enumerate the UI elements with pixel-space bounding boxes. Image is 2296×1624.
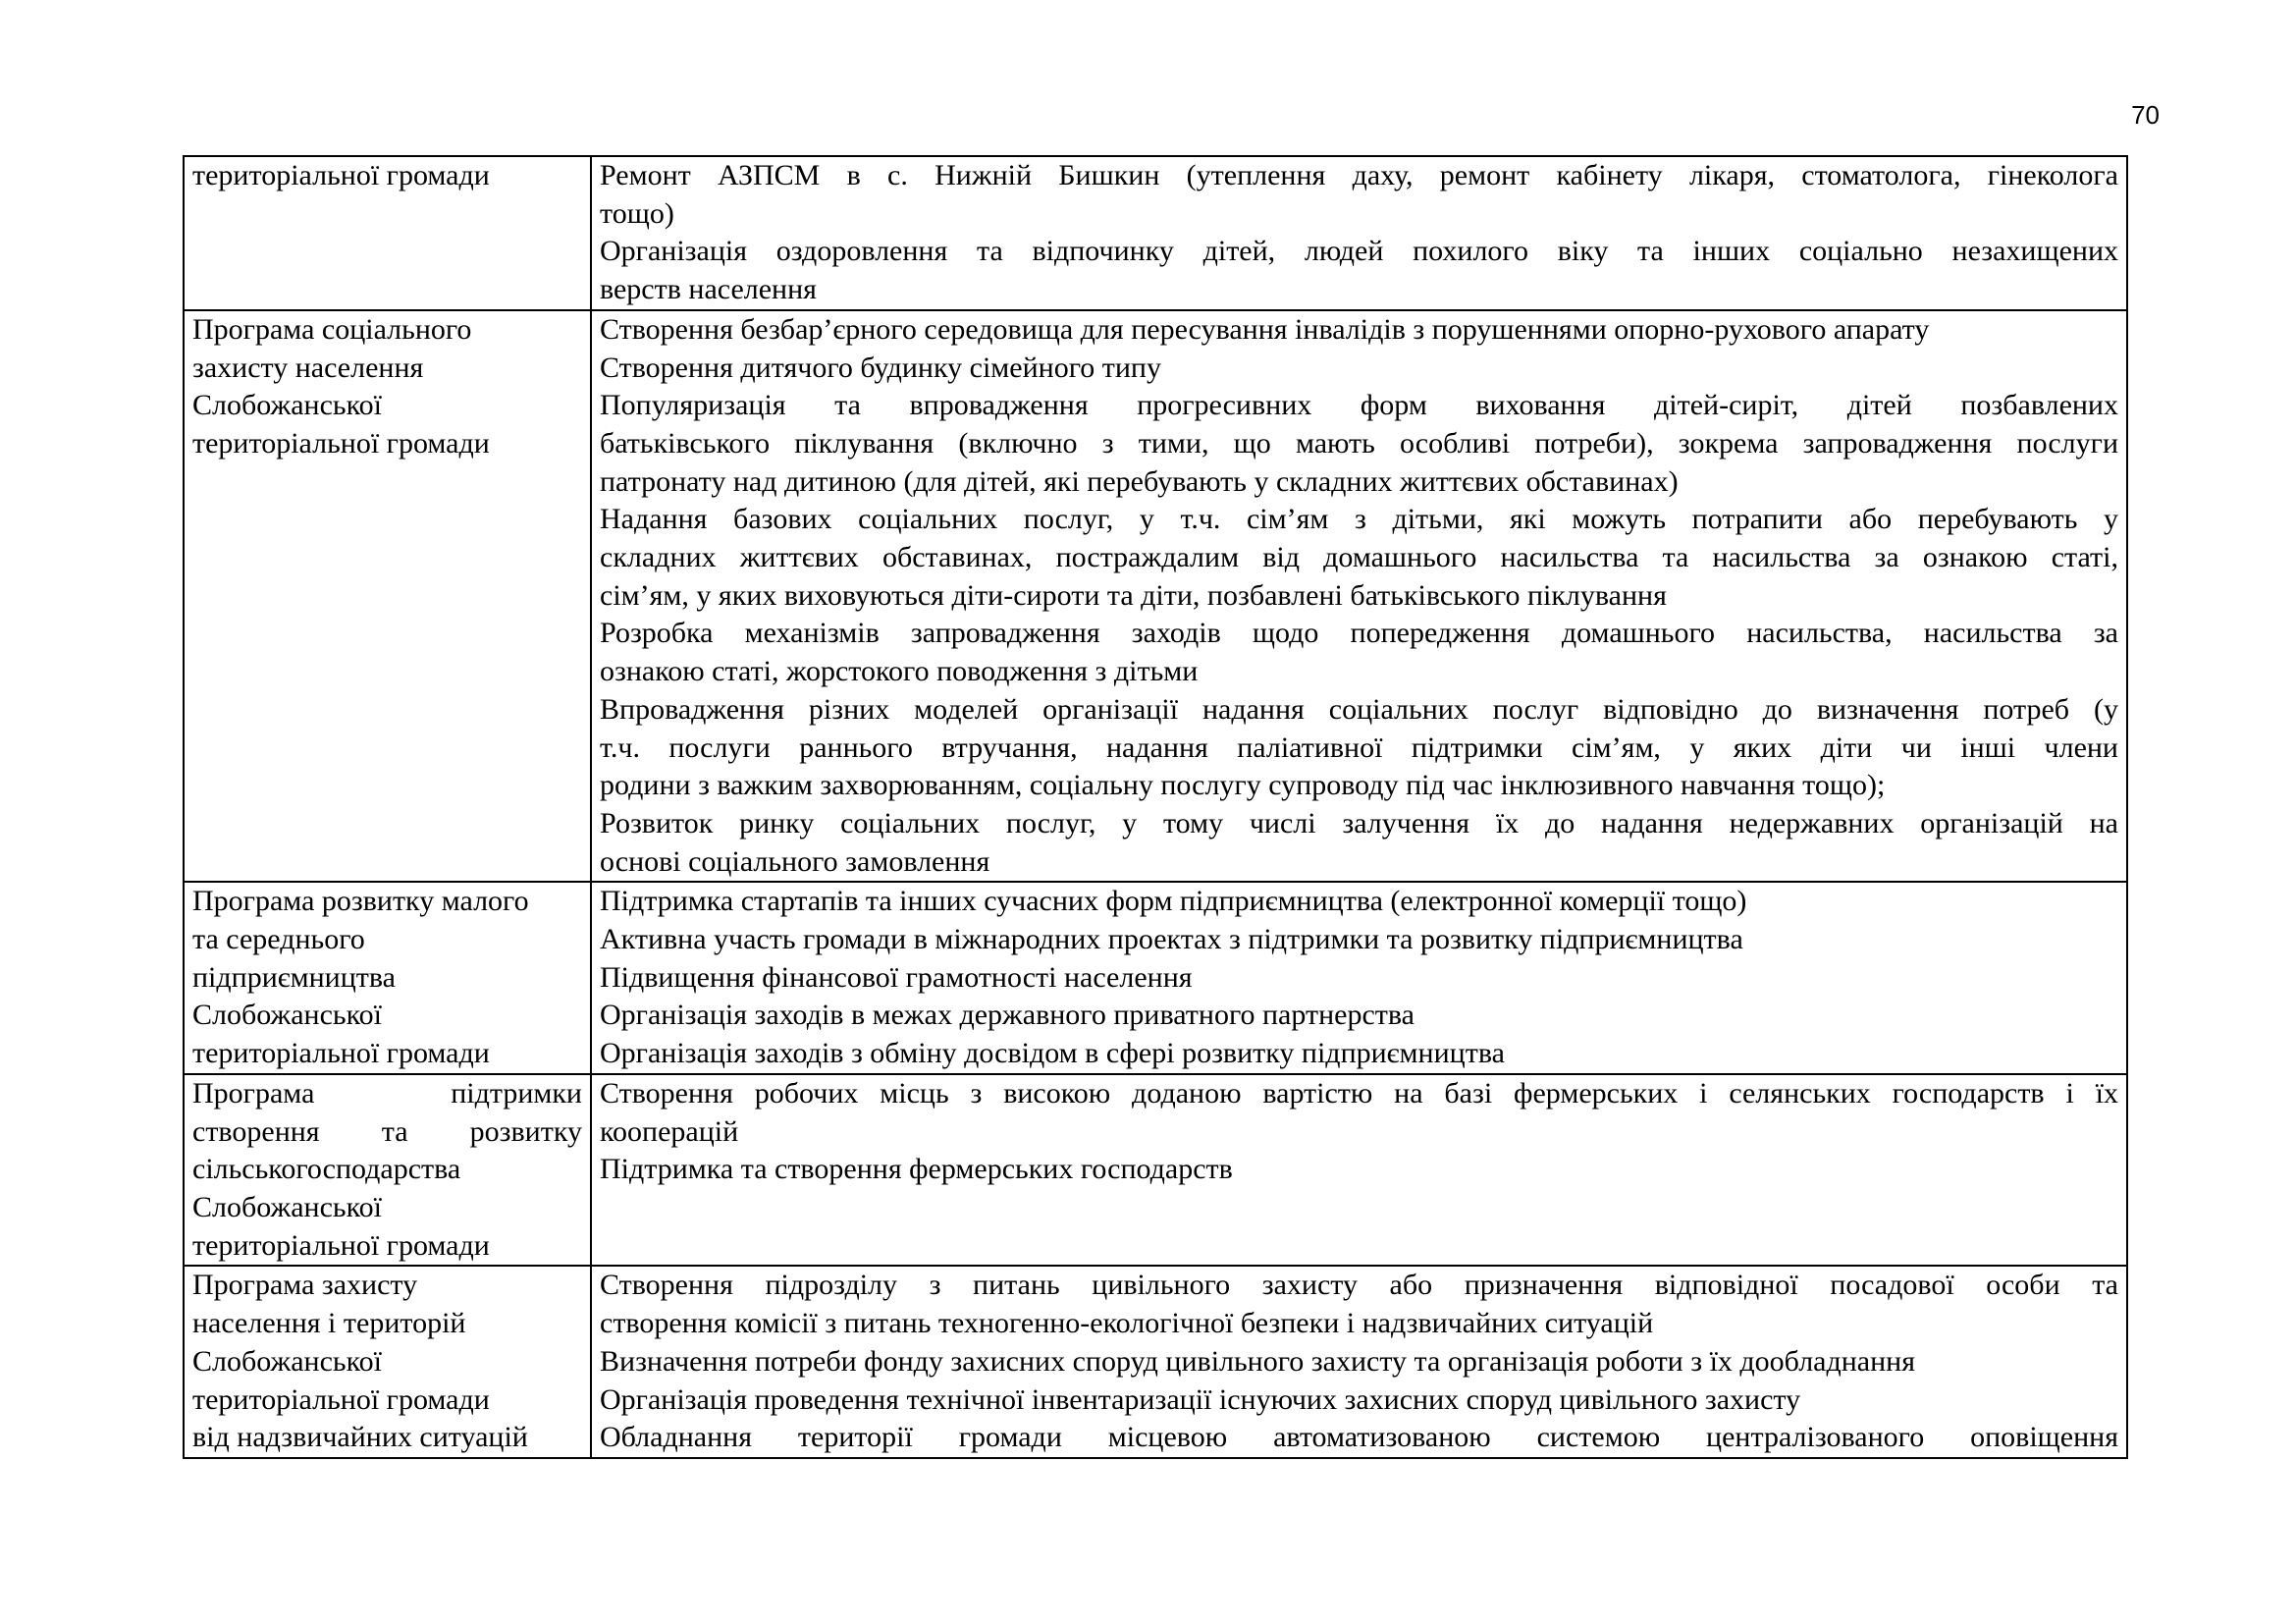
measure-line: Створення безбар’єрного середовища для пересування інвалідів з порушеннями опорно-рухового апарату <box>600 312 1930 346</box>
program-line: Програма підтримки <box>192 1076 582 1110</box>
measure-line: Обладнання території громади місцевою автоматизованою системою централізованого оповіщення <box>600 1421 2118 1454</box>
measure-line: кооперацій <box>600 1114 739 1148</box>
measure-line: Підтримка та створення фермерських господарств <box>600 1153 1233 1186</box>
measure-line: ознакою статі, жорстокого поводження з дітьми <box>600 655 1199 688</box>
program-line: сільськогосподарства <box>192 1153 461 1186</box>
program-cell <box>184 1074 591 1267</box>
program-line: Програма захисту <box>192 1269 418 1302</box>
measure-line: Створення дитячого будинку сімейного типу <box>600 351 1161 384</box>
measure-line: Ремонт АЗПСМ в с. Нижній Бишкин (утеплення даху, ремонт кабінету лікаря, стоматолога, гінеколога <box>600 159 2118 191</box>
table-row <box>184 310 2127 883</box>
program-line: створення та розвитку <box>192 1114 582 1148</box>
program-line: населення і територій <box>192 1307 466 1340</box>
program-line: підприємництва <box>192 960 396 994</box>
measure-line: т.ч. послуги раннього втручання, надання паліативної підтримки сім’ям, у яких діти чи інші члени <box>600 731 2118 764</box>
measure-line: Визначення потреби фонду захисних споруд цивільного захисту та організація роботи з їх дообладнання <box>600 1344 1916 1378</box>
measure-line: Створення підрозділу з питань цивільного захисту або призначення відповідної посадової особи та <box>600 1269 2118 1302</box>
program-line: Слобожанської <box>192 1344 382 1378</box>
program-line: та середнього <box>192 923 365 956</box>
measures-cell <box>591 1266 2127 1458</box>
measure-line: тощо) <box>600 196 674 230</box>
measure-line: патронату над дитиною (для дітей, які перебувають у складних життєвих обставинах) <box>600 464 1679 498</box>
program-cell <box>184 156 591 310</box>
measure-line: верств населення <box>600 273 817 306</box>
table-row <box>184 156 2127 310</box>
measure-line: батьківського піклування (включно з тими, що мають особливі потреби), зокрема запровадження послуги <box>600 426 2118 460</box>
program-line: від надзвичайних ситуацій <box>192 1421 528 1454</box>
measure-line: Організація оздоровлення та відпочинку дітей, людей похилого віку та інших соціально незахищених <box>600 235 2118 268</box>
measure-line: Підвищення фінансової грамотності населення <box>600 960 1193 994</box>
program-line: Слобожанської <box>192 1190 382 1223</box>
measure-line: складних життєвих обставинах, постраждалим від домашнього насильства та насильства за ознакою статі, <box>600 541 2118 574</box>
table-row <box>184 1266 2127 1458</box>
measure-line: Активна участь громади в міжнародних проектах з підтримки та розвитку підприємництва <box>600 923 1743 956</box>
measure-line: сім’ям, у яких виховуються діти-сироти та діти, позбавлені батьківського піклування <box>600 578 1667 612</box>
measure-line: Розробка механізмів запровадження заходів щодо попередження домашнього насильства, насильства за <box>600 617 2118 650</box>
program-line: захисту населення <box>192 351 424 384</box>
measure-line: Організація заходів в межах державного приватного партнерства <box>600 999 1415 1032</box>
program-line: територіальної громади <box>192 1037 490 1070</box>
program-cell <box>184 310 591 883</box>
program-line: Програма соціального <box>192 312 472 346</box>
measure-line: Організація проведення технічної інвентаризації існуючих захисних споруд цивільного захисту <box>600 1382 1801 1416</box>
measure-line: Надання базових соціальних послуг, у т.ч. сім’ям з дітьми, які можуть потрапити або перебувають у <box>600 503 2118 536</box>
measure-line: Підтримка стартапів та інших сучасних форм підприємництва (електронної комерції тощо) <box>600 885 1747 918</box>
measure-line: Популяризація та впровадження прогресивних форм виховання дітей-сиріт, дітей позбавлених <box>600 389 2118 422</box>
program-line: територіальної громади <box>192 426 490 460</box>
program-line: територіальної громади <box>192 1382 490 1416</box>
page-number: 70 <box>2131 100 2160 130</box>
measure-line: Впровадження різних моделей організації надання соціальних послуг відповідно до визначення потреб (у <box>600 692 2118 726</box>
measures-cell <box>591 882 2127 1074</box>
measures-cell <box>591 1074 2127 1267</box>
table-row <box>184 1074 2127 1267</box>
program-line: Слобожанської <box>192 999 382 1032</box>
program-cell <box>184 882 591 1074</box>
program-cell <box>184 1266 591 1458</box>
measures-cell <box>591 156 2127 310</box>
program-line: Слобожанської <box>192 389 382 422</box>
measure-line: Організація заходів з обміну досвідом в сфері розвитку підприємництва <box>600 1037 1505 1070</box>
program-line: Програма розвитку малого <box>192 885 529 918</box>
measures-cell <box>591 310 2127 883</box>
measure-line: родини з важким захворюванням, соціальну послугу супроводу під час інклюзивного навчання тощо); <box>600 769 1886 802</box>
program-line: територіальної громади <box>192 159 490 191</box>
measure-line: основі соціального замовлення <box>600 844 990 878</box>
table-row <box>184 882 2127 1074</box>
measure-line: створення комісії з питань техногенно-екологічної безпеки і надзвичайних ситуацій <box>600 1307 1654 1340</box>
programs-table <box>183 155 2128 1459</box>
measure-line: Розвиток ринку соціальних послуг, у тому числі залучення їх до надання недержавних організацій на <box>600 806 2118 839</box>
measure-line: Створення робочих місць з високою доданою вартістю на базі фермерських і селянських господарств і їх <box>600 1076 2118 1110</box>
program-line: територіальної громади <box>192 1228 490 1262</box>
